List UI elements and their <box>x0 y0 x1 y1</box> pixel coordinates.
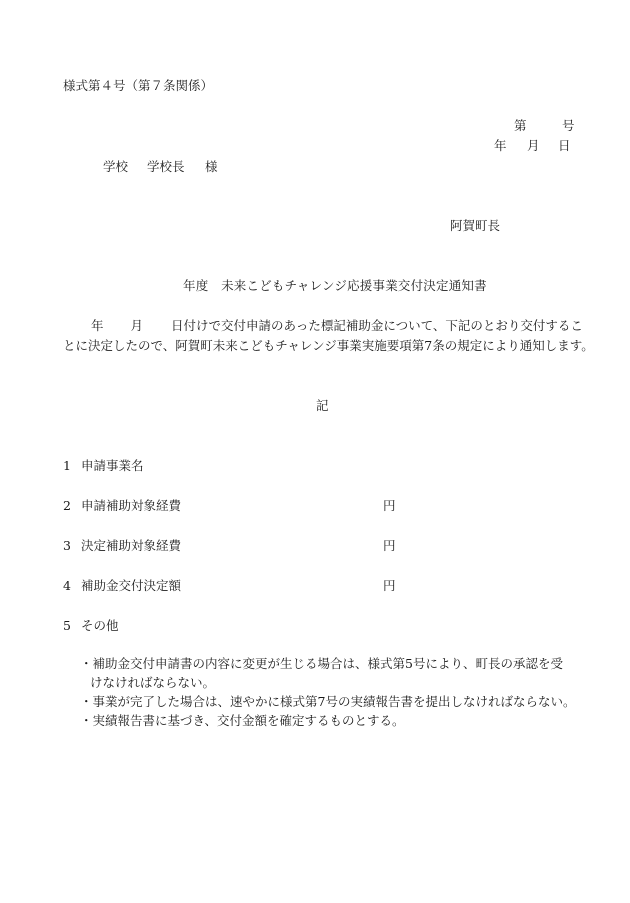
date-year-label: 年 <box>494 138 507 153</box>
other-notes-list <box>80 656 590 732</box>
item-label: 申請補助対象経費 <box>81 498 182 513</box>
item-number: 3 <box>63 538 71 553</box>
item-other <box>63 618 119 635</box>
item-label: 補助金交付決定額 <box>81 578 182 593</box>
sender-name: 阿賀町長 <box>450 218 501 233</box>
addressee-principal: 学校長 <box>147 159 185 174</box>
form-number-label: 様式第４号（第７条関係） <box>63 78 214 93</box>
body-line-2: とに決定したので、阿賀町未来こどもチャレンジ事業実施要項第7条の規定により通知します。 <box>63 337 594 353</box>
body-paragraph <box>63 318 594 358</box>
body-line-1-text: 日付けで交付申請のあった標記補助金について、下記のとおり交付するこ <box>171 318 583 333</box>
item-label: 決定補助対象経費 <box>81 538 182 553</box>
note-amount-confirmation: ・実績報告書に基づき、交付金額を確定するものとする。 <box>80 712 405 728</box>
item-application-project-name <box>63 458 144 475</box>
body-month-label: 月 <box>130 318 144 333</box>
document-title: 年度 未来こどもチャレンジ応援事業交付決定通知書 <box>183 278 487 293</box>
item-label: その他 <box>81 618 119 633</box>
yen-unit-item-3: 円 <box>383 538 396 553</box>
item-grant-decision-amount <box>63 578 181 595</box>
item-label: 申請事業名 <box>81 458 144 473</box>
body-year-label: 年 <box>91 318 104 333</box>
item-number: 5 <box>63 618 71 633</box>
date-day-label: 日 <box>558 138 571 153</box>
item-number: 4 <box>63 578 71 593</box>
note-change-approval: ・補助金交付申請書の内容に変更が生じる場合は、様式第5号により、町長の承認を受 <box>80 656 563 671</box>
ki-heading: 記 <box>316 398 329 413</box>
yen-unit-item-4: 円 <box>383 578 396 593</box>
note-completion-report: ・事業が完了した場合は、速やかに様式第7号の実績報告書を提出しなければならない。 <box>80 693 576 709</box>
document-number-prefix: 第 <box>514 118 527 133</box>
body-line-1 <box>63 318 587 335</box>
yen-unit-item-2: 円 <box>383 498 396 513</box>
addressee-honorific: 様 <box>205 159 218 174</box>
date-month-label: 月 <box>527 138 540 153</box>
item-applied-eligible-costs <box>63 498 181 515</box>
note-change-approval-continued: けなければならない。 <box>90 674 216 690</box>
item-number: 1 <box>63 458 71 473</box>
item-decided-eligible-costs <box>63 538 181 555</box>
addressee-school: 学校 <box>103 159 129 174</box>
item-number: 2 <box>63 498 71 513</box>
document-number-suffix: 号 <box>562 118 575 133</box>
